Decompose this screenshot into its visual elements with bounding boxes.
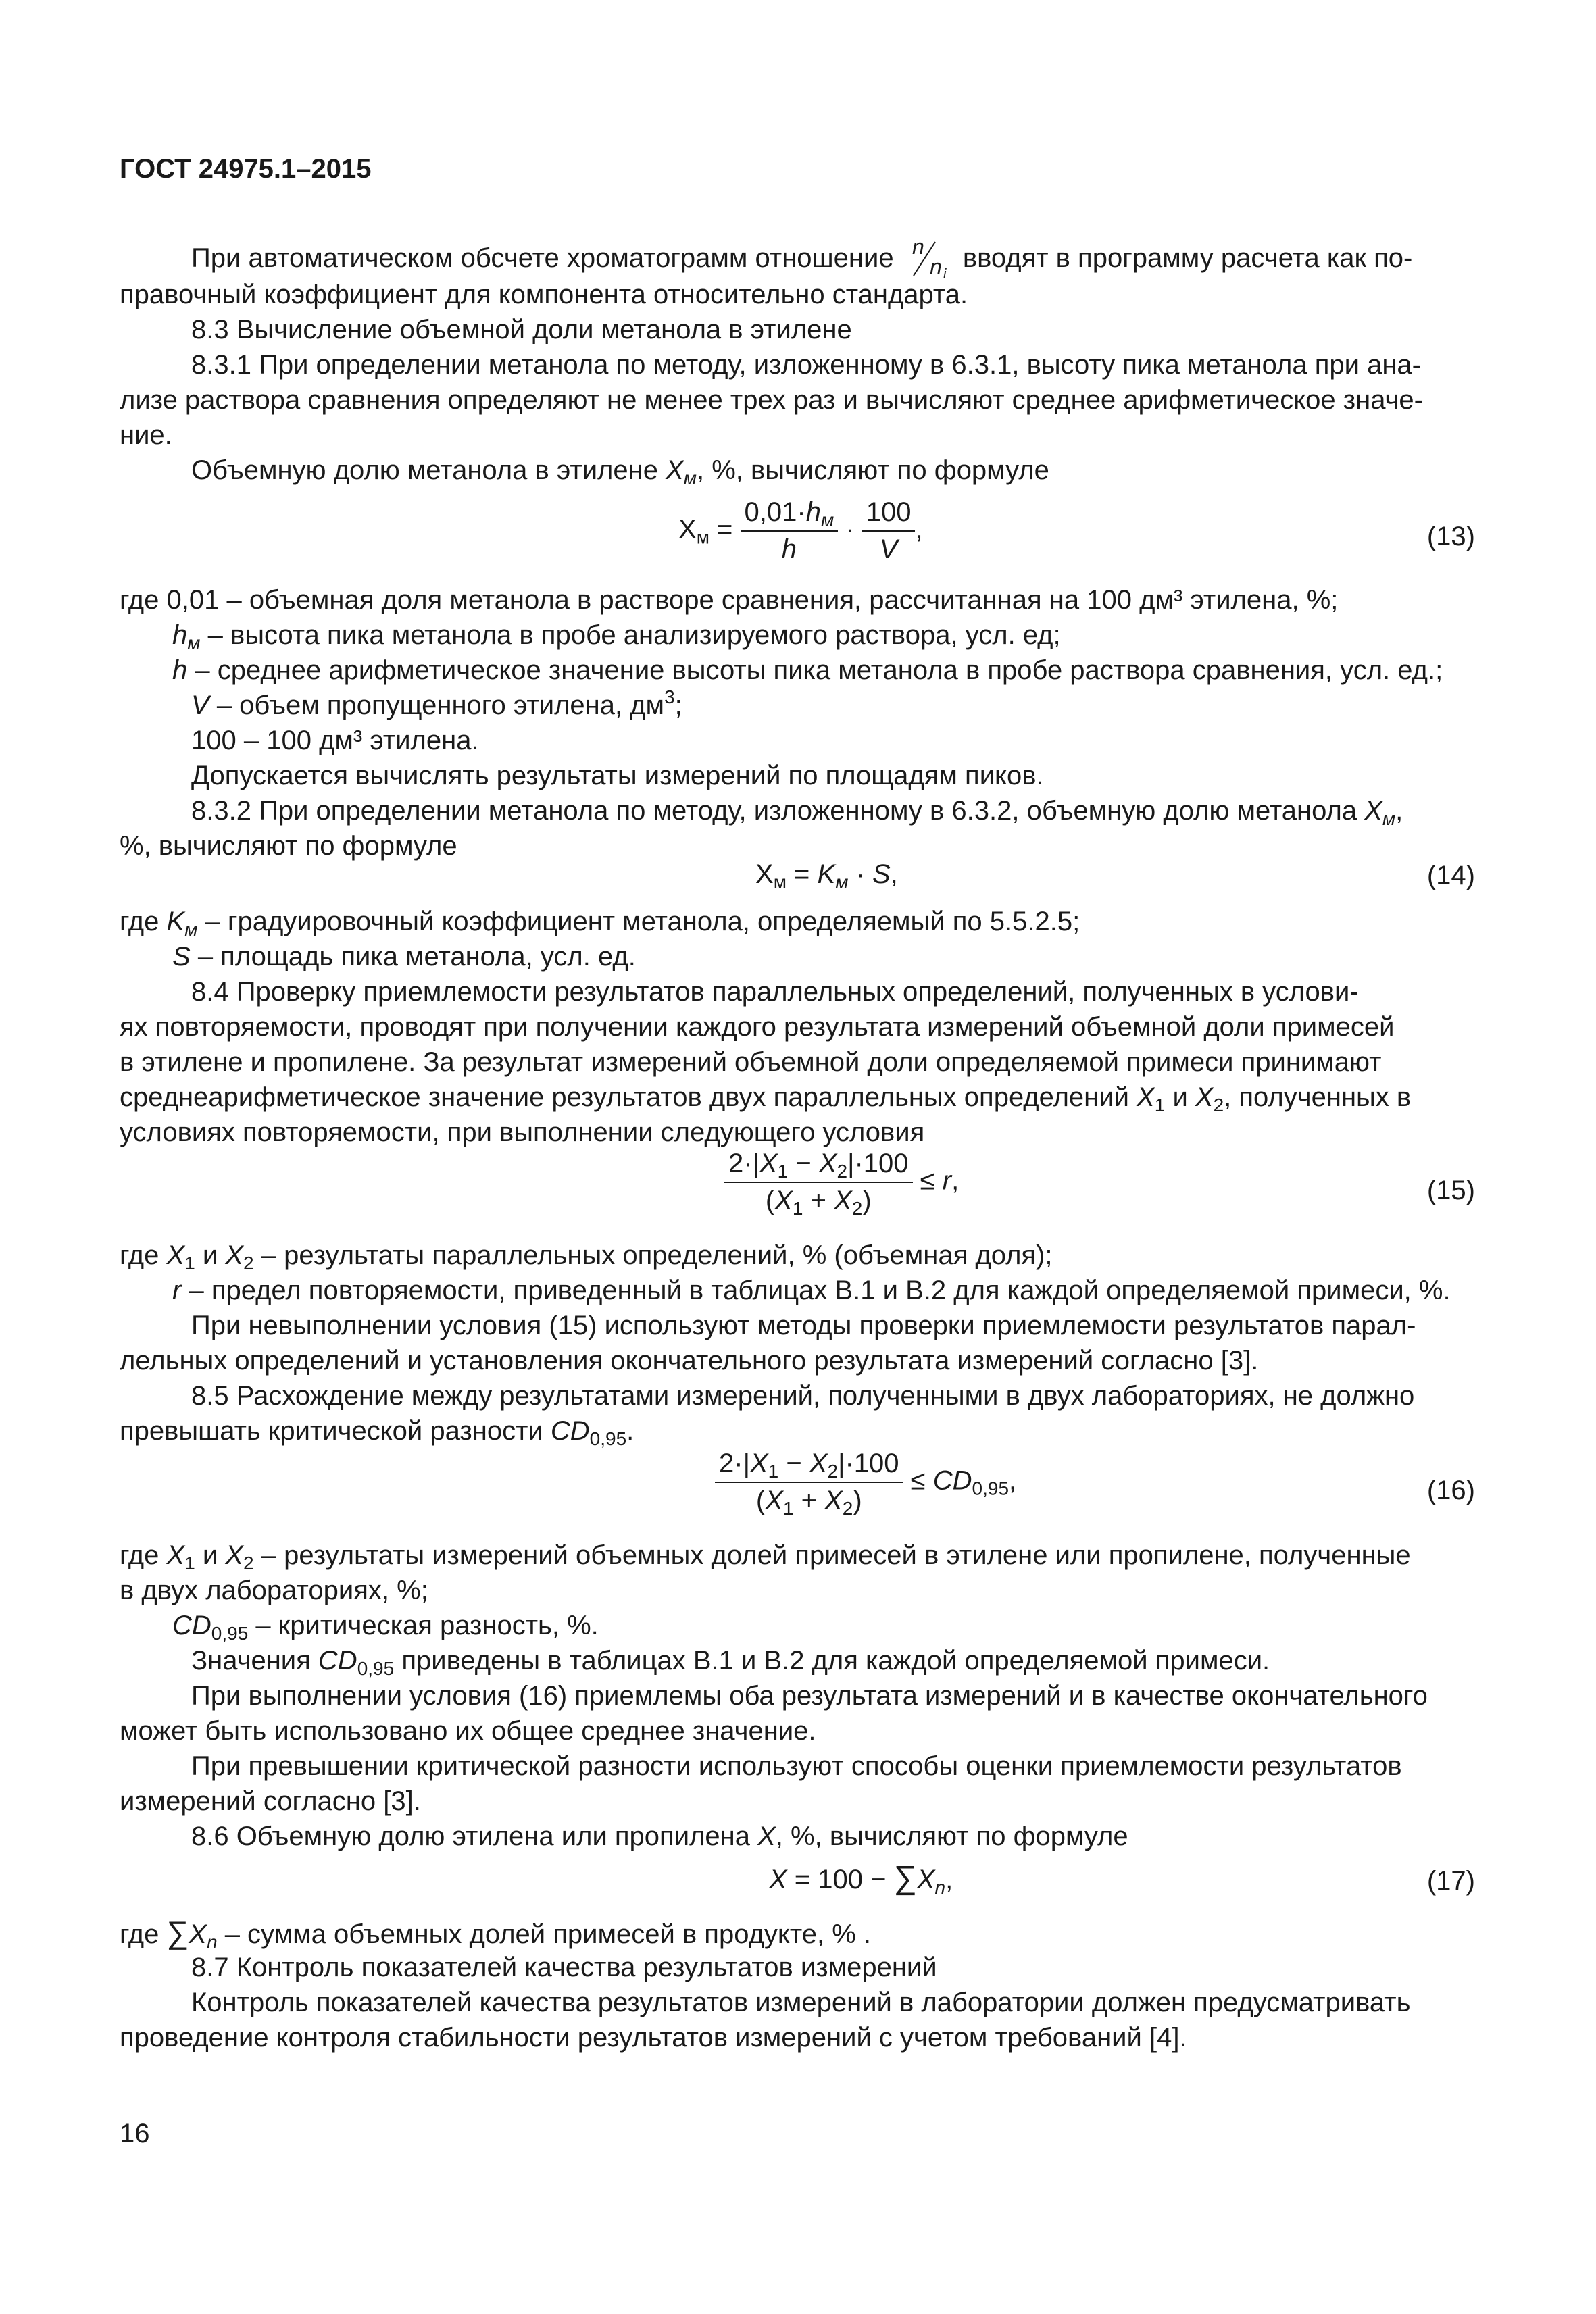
paragraph-line: среднеарифметическое значение результатов двух параллельных определений $X_1$ и $X_2$, полученных в — [120, 1082, 1412, 1115]
formula-number-16: (16) — [1426, 1476, 1475, 1505]
paragraph: При автоматическом обсчете хроматограмм отношение n n i вводят в программу расчета как по- — [120, 241, 1548, 277]
paragraph-line: При превышении критической разности используют способы оценки приемлемости результатов — [191, 1751, 1402, 1781]
paragraph-line: 8.5 Расхождение между результатами измерений, полученными в двух лабораториях, не должно — [191, 1381, 1415, 1411]
paragraph-line: лизе раствора сравнения определяют не менее трех раз и вычисляют среднее арифметическое значе- — [120, 385, 1423, 415]
paragraph-line: ях повторяемости, проводят при получении каждого результата измерений объемной доли примесей — [120, 1012, 1395, 1042]
ratio-subscript: i — [943, 267, 947, 279]
paragraph-line: Объемную долю метанола в этилене $X_м$, %, вычисляют по формуле — [191, 455, 1049, 488]
formula-number-17: (17) — [1426, 1866, 1475, 1896]
formula-number-13: (13) — [1426, 522, 1475, 551]
paragraph-line: в этилене и пропилене. За результат измерений объемной доли определяемой примеси принимают — [120, 1047, 1382, 1077]
paragraph-line: %, вычисляют по формуле — [120, 831, 457, 861]
paragraph-line: Значения $CD_{0,95}$ приведены в таблицах В.1 и В.2 для каждой определяемой примеси. — [191, 1646, 1270, 1679]
paragraph-line: 8.4 Проверку приемлемости результатов параллельных определений, полученных в услови- — [191, 977, 1359, 1007]
paragraph-line: 8.3.1 При определении метанола по методу, изложенному в 6.3.1, высоту пика метанола при ана- — [191, 350, 1421, 380]
formula-17: $X = 100 - \sum X_n$, — [769, 1860, 953, 1898]
paragraph-line: 8.3.2 При определении метанола по методу, изложенному в 6.3.2, объемную долю метанола $X_м$, — [191, 796, 1403, 829]
ratio-denominator: n — [929, 255, 942, 279]
document-header: ГОСТ 24975.1–2015 — [120, 154, 372, 184]
formula-13: $X_м$ = $\frac{0,01\cdot h_м}{h}$ · $\frac{100}{V}$ , — [678, 497, 923, 564]
legend-line: h – среднее арифметическое значение высоты пика метанола в пробе раствора сравнения, усл. ед.; — [172, 655, 1443, 685]
formula-15: $\frac{2\cdot|X_1 - X_2|\cdot 100}{(X_1 + X_2)}$ ≤ r, — [724, 1149, 959, 1216]
formula-number-14: (14) — [1426, 861, 1475, 890]
paragraph-line: ние. — [120, 420, 172, 450]
paragraph-line: превышать критической разности $CD_{0,95}$. — [120, 1416, 634, 1449]
paragraph-line: При невыполнении условия (15) используют методы проверки приемлемости результатов парал- — [191, 1311, 1416, 1340]
formula-16: $\frac{2\cdot|X_1 - X_2|\cdot 100}{(X_1 + X_2)}$ ≤ $CD_{0,95}$, — [715, 1449, 1016, 1516]
legend-line: где $\sum X_n$ – сумма объемных долей примесей в продукте, % . — [120, 1915, 871, 1953]
ratio-numerator: n — [912, 238, 924, 259]
paragraph-line: Допускается вычислять результаты измерений по площадям пиков. — [191, 761, 1044, 790]
paragraph-line: может быть использовано их общее среднее значение. — [120, 1716, 816, 1746]
section-8-7-heading: 8.7 Контроль показателей качества результатов измерений — [191, 1953, 937, 1982]
page-number: 16 — [120, 2119, 150, 2148]
legend-line: $CD_{0,95}$ – критическая разность, %. — [172, 1611, 599, 1644]
formula-number-15: (15) — [1426, 1176, 1475, 1205]
ratio-n-over-ni — [901, 238, 955, 279]
paragraph-line: измерений согласно [3]. — [120, 1786, 421, 1816]
legend-line: $h_м$ – высота пика метанола в пробе анализируемого раствора, усл. ед; — [172, 620, 1061, 653]
paragraph-line: При выполнении условия (16) приемлемы оба результата измерений и в качестве окончательного — [191, 1681, 1428, 1711]
paragraph-line: проведение контроля стабильности результатов измерений с учетом требований [4]. — [120, 2023, 1187, 2053]
legend-line: где 0,01 – объемная доля метанола в растворе сравнения, рассчитанная на 100 дм³ этилена, %; — [120, 585, 1339, 615]
legend-line: в двух лабораториях, %; — [120, 1576, 428, 1605]
legend-line: S – площадь пика метанола, усл. ед. — [172, 942, 636, 972]
legend-line: где $X_1$ и $X_2$ – результаты параллельных определений, % (объемная доля); — [120, 1240, 1053, 1274]
paragraph-line: лельных определений и установления окончательного результата измерений согласно [3]. — [120, 1346, 1259, 1376]
paragraph-line: 8.6 Объемную долю этилена или пропилена X, %, вычисляют по формуле — [191, 1821, 1128, 1851]
legend-line: r – предел повторяемости, приведенный в таблицах В.1 и В.2 для каждой определяемой примеси, %. — [172, 1276, 1451, 1305]
legend-line: где $X_1$ и $X_2$ – результаты измерений объемных долей примесей в этилене или пропилене, полученные — [120, 1540, 1411, 1574]
paragraph-line: правочный коэффициент для компонента относительно стандарта. — [120, 280, 968, 309]
legend-line: V – объем пропущенного этилена, $дм^3$; — [191, 686, 682, 720]
legend-line: где $K_м$ – градуировочный коэффициент метанола, определяемый по 5.5.2.5; — [120, 907, 1080, 940]
formula-14: $X_м = K_м \cdot S$, — [755, 859, 898, 892]
section-8-3-heading: 8.3 Вычисление объемной доли метанола в этилене — [191, 315, 852, 345]
legend-line: 100 – 100 дм³ этилена. — [191, 726, 479, 755]
paragraph-line: условиях повторяемости, при выполнении следующего условия — [120, 1117, 925, 1147]
paragraph-line: Контроль показателей качества результатов измерений в лаборатории должен предусматривать — [191, 1988, 1411, 2017]
